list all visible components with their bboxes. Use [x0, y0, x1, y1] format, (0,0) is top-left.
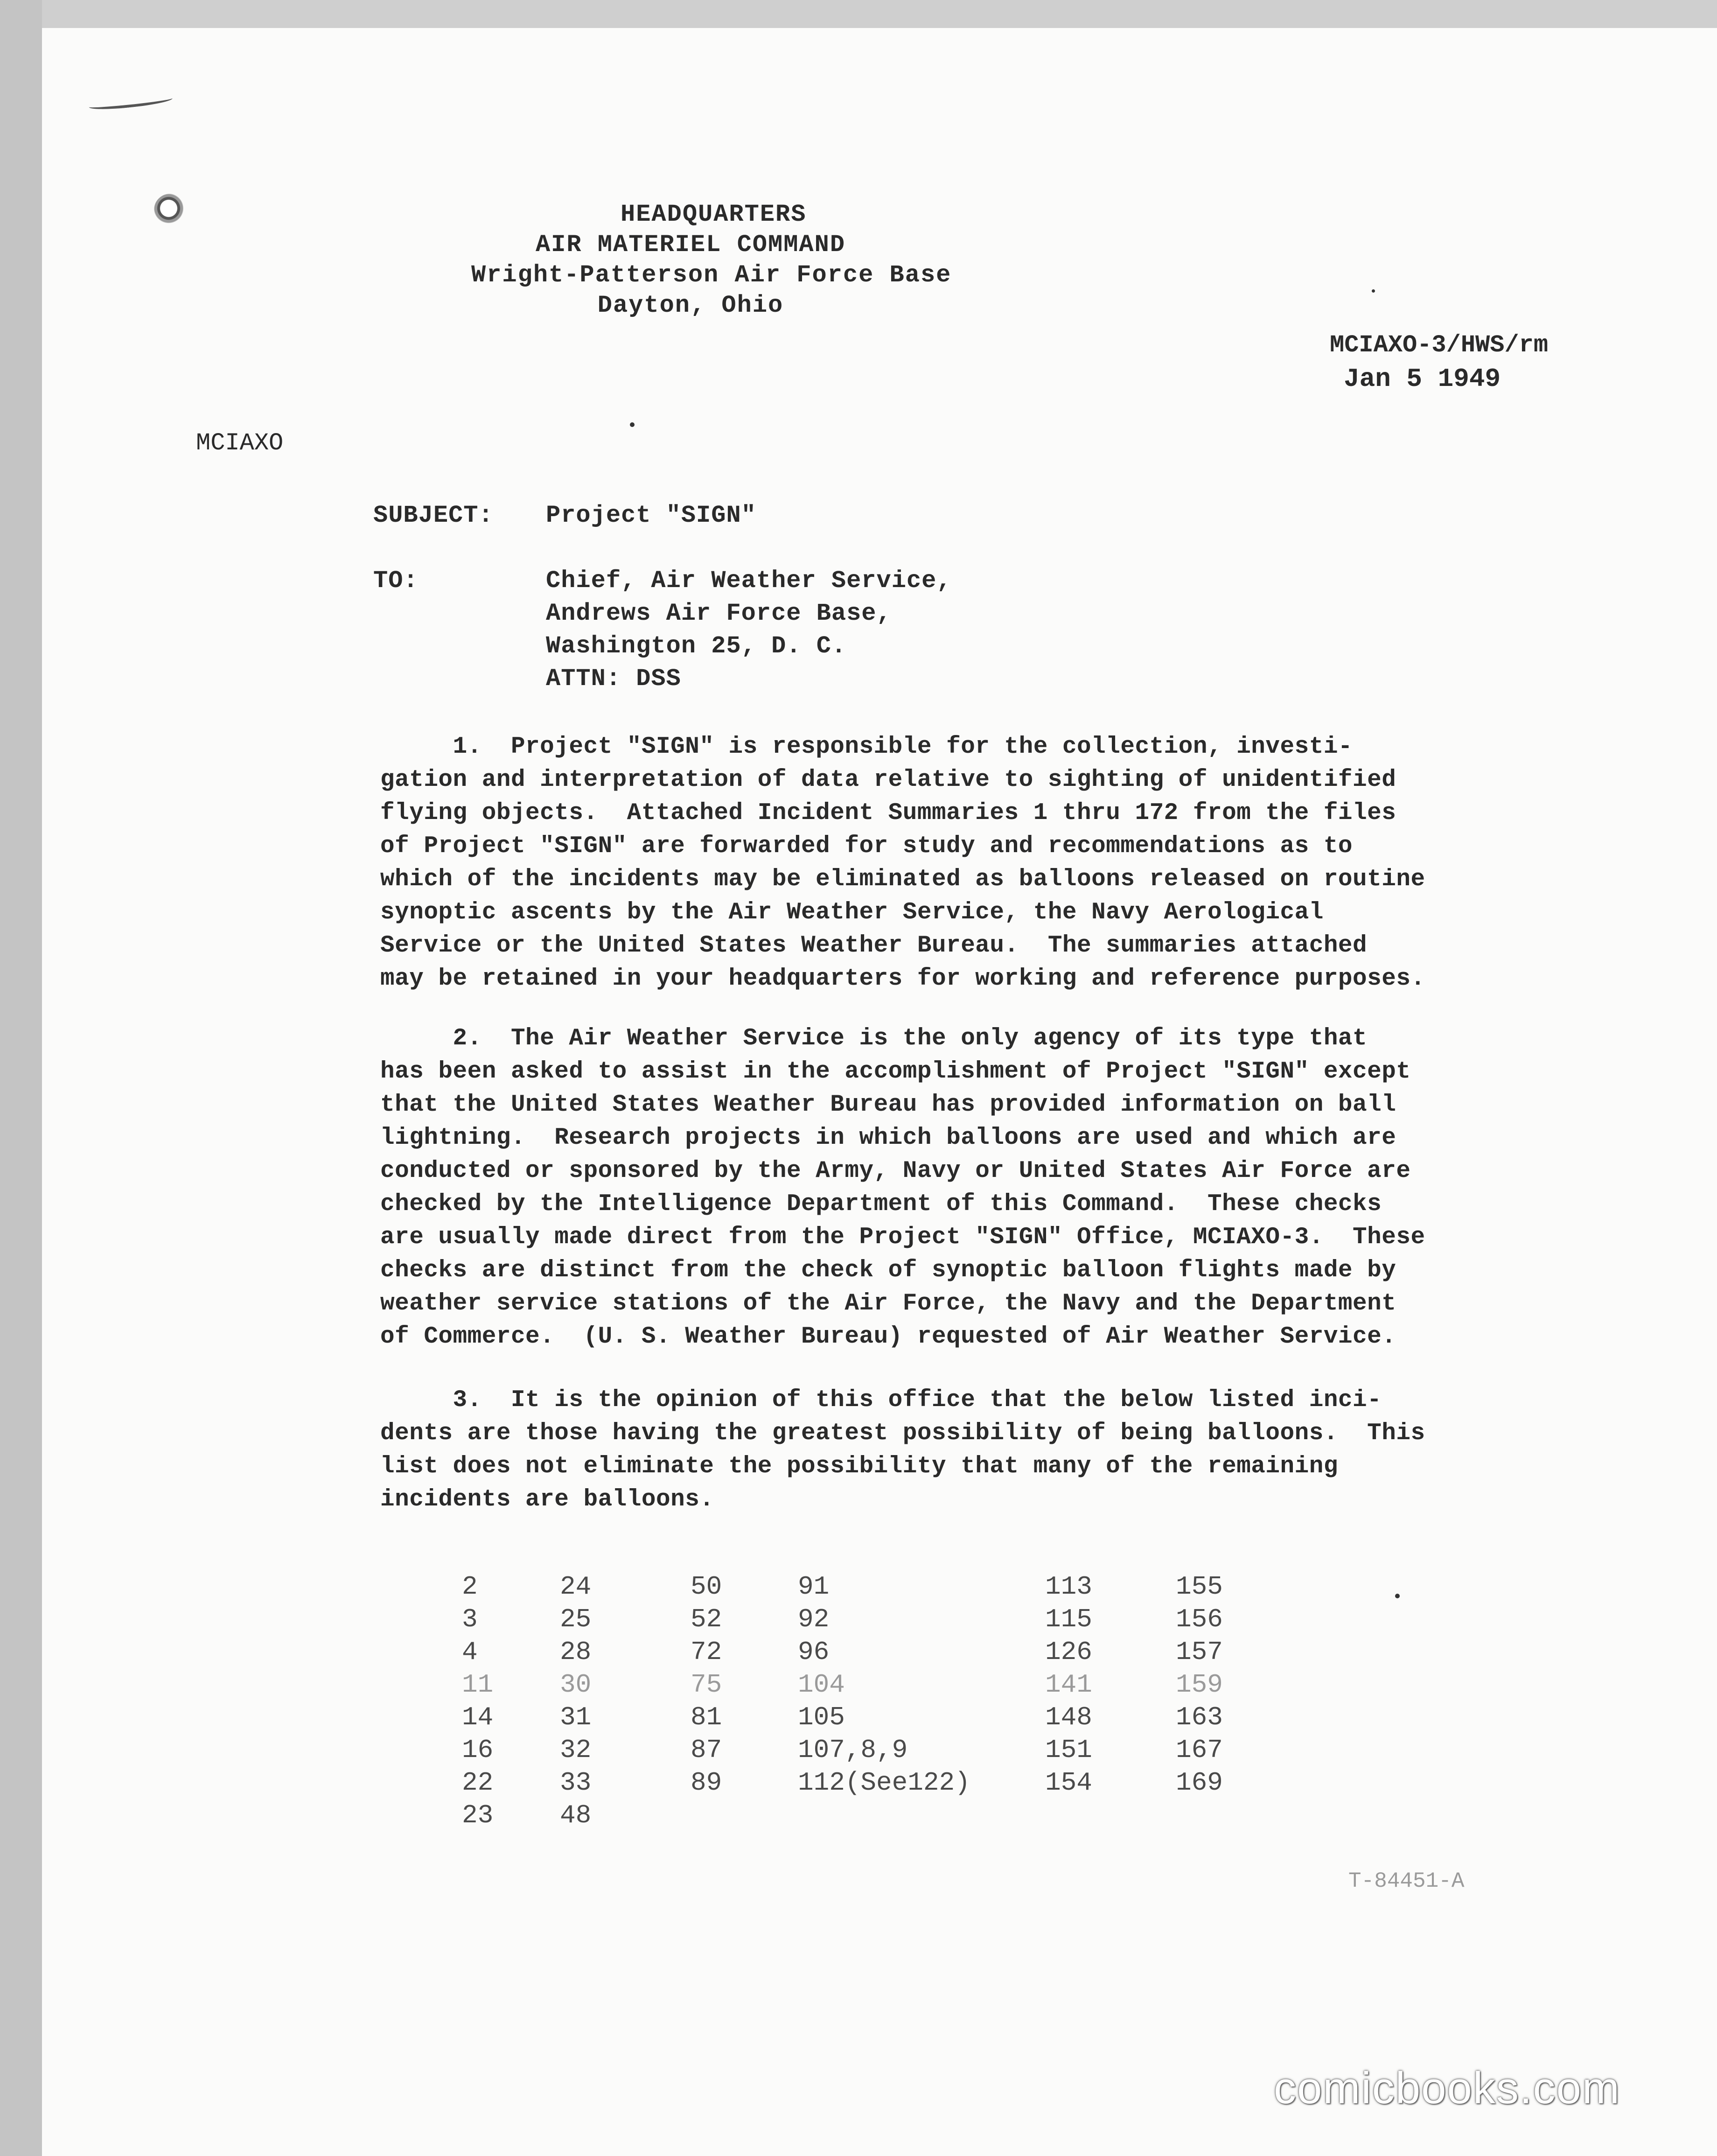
incident-number: 104 — [798, 1670, 845, 1700]
incident-number: 52 — [691, 1604, 722, 1634]
incident-column-4 — [798, 1570, 970, 1799]
letter-date: Jan 5 1949 — [1344, 364, 1501, 394]
paragraph-1: 1. Project "SIGN" is responsible for the collection, investi- gation and interpretation of data relative to sighting of unidentified flying objects. Attached Incident Summaries 1 thru 172 from the files of Project "SIGN" are forwarded for study and recommendations as to which of the incidents may be eliminated as balloons released on routine synoptic ascents by the Air Weather Service, the Navy Aerological Service or the United States Weather Bureau. The summaries attached may be retained in your headquarters for working and reference purposes. — [380, 734, 1425, 992]
incident-number: 81 — [691, 1702, 722, 1732]
subject-text: Project "SIGN" — [546, 502, 756, 529]
paragraph-2: 2. The Air Weather Service is the only agency of its type that has been asked to assist in the accomplishment of Project "SIGN" except that the United States Weather Bureau has provided information on ball lightning. Research projects in which balloons are used and which are conducted or sponsored by the Army, Navy or United States Air Force are checked by the Intelligence Department of this Command. These checks are usually made direct from the Project "SIGN" Office, MCIAXO-3. These checks are distinct from the check of synoptic balloon flights made by weather service stations of the Air Force, the Navy and the Department of Commerce. (U. S. Weather Bureau) requested of Air Weather Service. — [380, 1025, 1425, 1350]
letterhead-line-1: HEADQUARTERS — [621, 201, 807, 228]
incident-column-1 — [462, 1570, 493, 1832]
scan-border-top — [0, 0, 1717, 28]
incident-number: 28 — [560, 1637, 592, 1667]
to-label: TO: — [373, 567, 419, 595]
incident-number: 96 — [798, 1637, 830, 1667]
incident-number: 30 — [560, 1670, 592, 1700]
letterhead-line-2: AIR MATERIEL COMMAND — [535, 231, 846, 259]
subject-label: SUBJECT: — [373, 502, 494, 529]
incident-column-3 — [691, 1570, 722, 1799]
incident-number: 169 — [1176, 1768, 1223, 1798]
incident-number: 113 — [1045, 1572, 1092, 1602]
to-line: Andrews Air Force Base, — [546, 600, 892, 627]
incident-number: 4 — [462, 1637, 478, 1667]
pen-mark — [88, 94, 173, 112]
incident-number: 105 — [798, 1702, 845, 1732]
incident-column-5 — [1045, 1570, 1092, 1799]
to-line: Chief, Air Weather Service, — [546, 567, 952, 595]
incident-number: 155 — [1176, 1572, 1223, 1602]
incident-number: 156 — [1176, 1604, 1223, 1634]
incident-number: 16 — [462, 1735, 494, 1765]
incident-number: 115 — [1045, 1604, 1092, 1634]
incident-number: 72 — [691, 1637, 722, 1667]
incident-number: 11 — [462, 1670, 494, 1700]
incident-number: 14 — [462, 1702, 494, 1732]
incident-column-6 — [1176, 1570, 1223, 1799]
letterhead-line-3: Wright-Patterson Air Force Base — [471, 261, 952, 289]
incident-number: 151 — [1045, 1735, 1092, 1765]
incident-number: 141 — [1045, 1670, 1092, 1700]
incident-number: 75 — [691, 1670, 722, 1700]
letterhead-line-4: Dayton, Ohio — [597, 292, 784, 319]
incident-number: 24 — [560, 1572, 592, 1602]
speck — [1372, 289, 1375, 293]
incident-number: 89 — [691, 1768, 722, 1798]
incident-number: 163 — [1176, 1702, 1223, 1732]
punch-hole — [154, 194, 187, 226]
incident-number: 112(See122) — [798, 1768, 970, 1798]
incident-number: 154 — [1045, 1768, 1092, 1798]
file-number: T-84451-A — [1348, 1869, 1465, 1893]
reference-symbol: MCIAXO-3/HWS/rm — [1330, 331, 1549, 359]
incident-number: 107,8,9 — [798, 1735, 908, 1765]
incident-number: 48 — [560, 1800, 592, 1830]
incident-number: 25 — [560, 1604, 592, 1634]
speck — [630, 422, 635, 427]
incident-number: 3 — [462, 1604, 478, 1634]
incident-number: 157 — [1176, 1637, 1223, 1667]
to-line: ATTN: DSS — [546, 665, 681, 693]
incident-number: 159 — [1176, 1670, 1223, 1700]
document-page — [42, 28, 1717, 2156]
scan-border-left — [0, 0, 42, 2156]
incident-number: 23 — [462, 1800, 494, 1830]
speck — [1395, 1594, 1400, 1598]
incident-column-2 — [560, 1570, 591, 1832]
incident-number: 148 — [1045, 1702, 1092, 1732]
incident-number: 32 — [560, 1735, 592, 1765]
incident-number: 22 — [462, 1768, 494, 1798]
paragraph-3: 3. It is the opinion of this office that the below listed inci- dents are those having the greatest possibility of being balloons. This list does not eliminate the possibility that many of the remaining incidents are balloons. — [380, 1387, 1425, 1513]
incident-number: 2 — [462, 1572, 478, 1602]
site-watermark: comicbooks.com — [1274, 2063, 1620, 2113]
incident-number: 31 — [560, 1702, 592, 1732]
incident-number: 87 — [691, 1735, 722, 1765]
incident-number: 33 — [560, 1768, 592, 1798]
incident-number: 92 — [798, 1604, 830, 1634]
incident-number: 126 — [1045, 1637, 1092, 1667]
incident-number: 167 — [1176, 1735, 1223, 1765]
office-symbol: MCIAXO — [196, 429, 284, 457]
to-line: Washington 25, D. C. — [546, 632, 847, 660]
incident-number: 50 — [691, 1572, 722, 1602]
incident-number: 91 — [798, 1572, 830, 1602]
